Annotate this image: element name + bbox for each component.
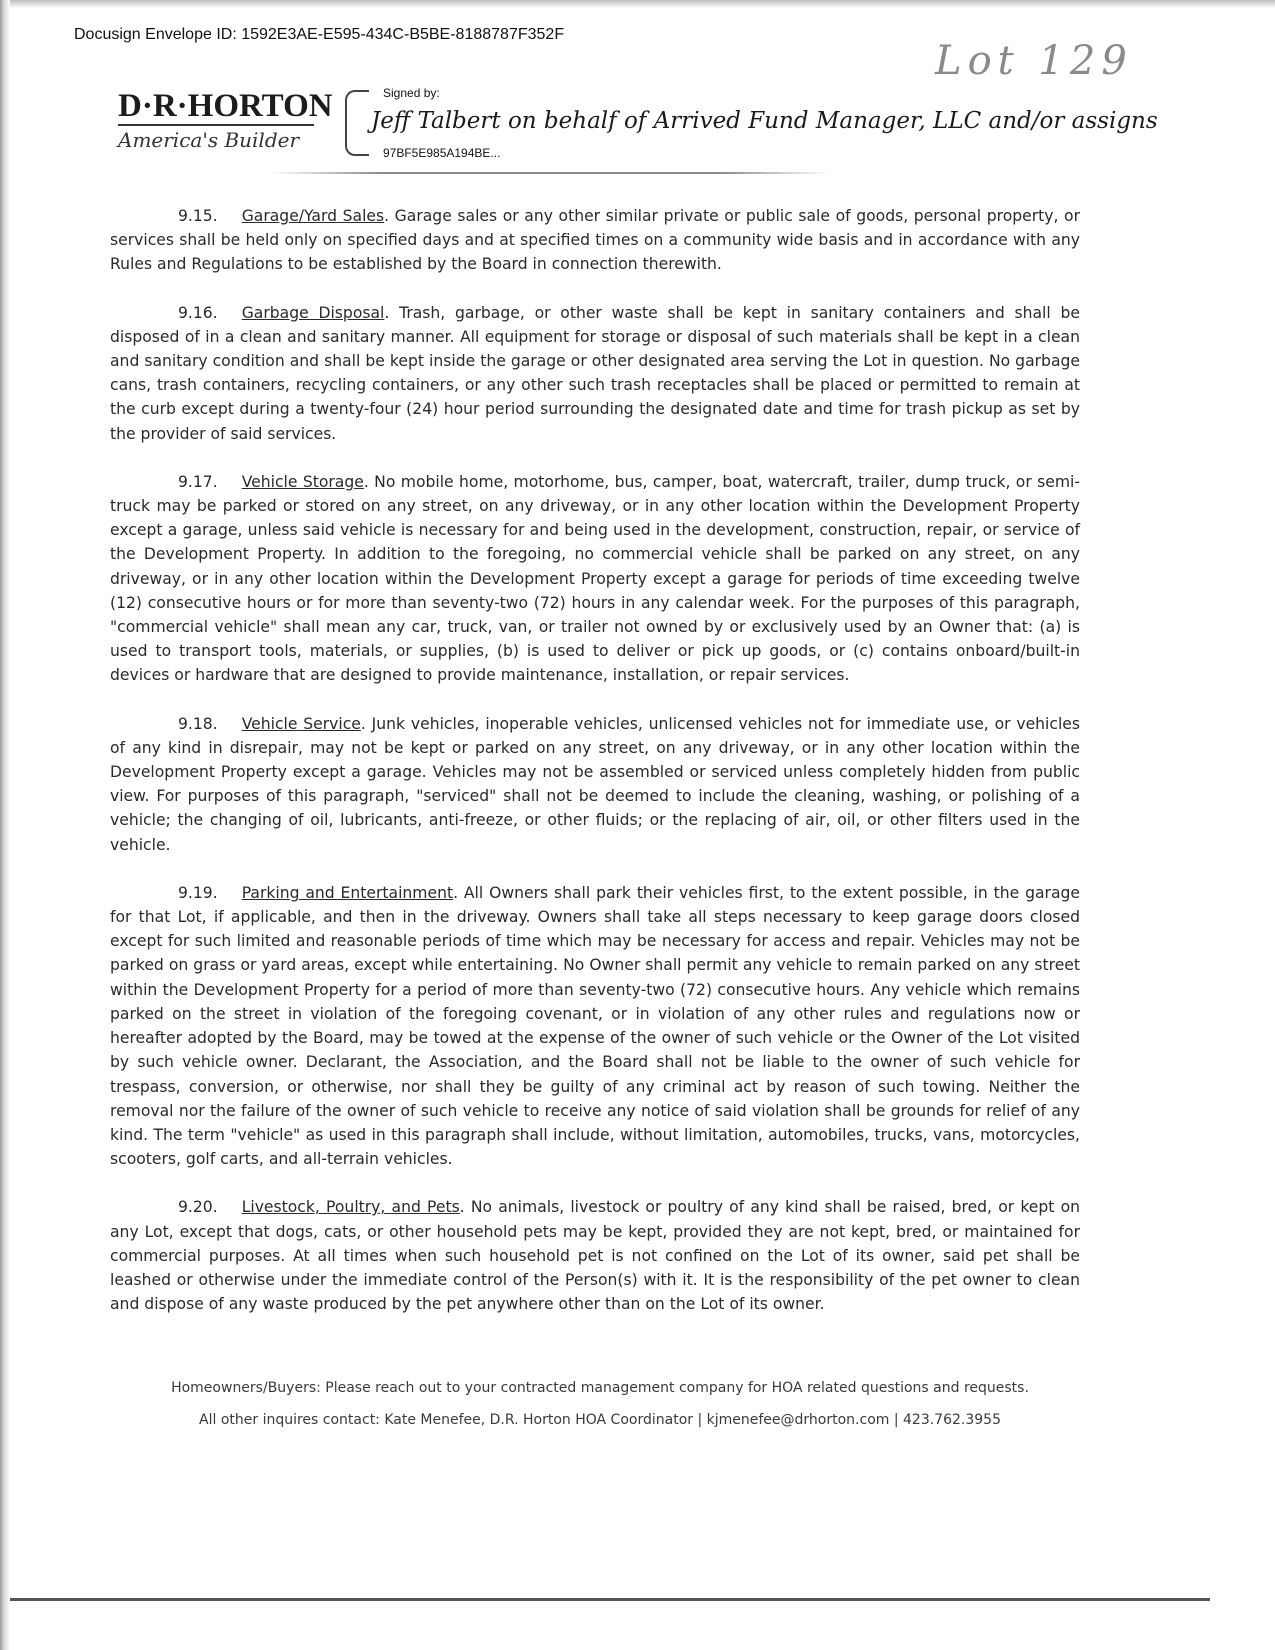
section-text: . No animals, livestock or poultry of any kind shall be raised, bred, or kept on any Lot, except that dogs, cats, or other household pets may be kept, provided they are not kept, bred, or maintained for commercial purposes. At all times when such household pet is not confined on the Lot of its owner, said pet shall be leashed or otherwise under the immediate control of the Person(s) with it. It is the responsibility of the pet owner to clean and dispose of any waste produced by the pet anywhere other than on the Lot of its owner. — [110, 1198, 1080, 1314]
section-text: . All Owners shall park their vehicles first, to the extent possible, in the garage for that Lot, if applicable, and then in the driveway. Owners shall take all steps necessary to keep garage doors closed except for such limited and reasonable periods of time which may be necessary for access and repair. Vehicles may not be parked on grass or yard areas, except while entertaining. No Owner shall permit any vehicle to remain parked on any street within the Development Property for a period of more than seventy-two (72) consecutive hours. Any vehicle which remains parked on the street in violation of the foregoing covenant, or in violation of any other rules and regulations now or hereafter adopted by the Board, may be towed at the expense of the owner of such vehicle or the Owner of the Lot visited by such vehicle owner. Declarant, the Association, and the Board shall not be liable to the owner of such vehicle for trespass, conversion, or otherwise, nor shall they be guilty of any criminal act by reason of such towing. Neither the removal nor the failure of the owner of such vehicle to receive any notice of said violation shall be grounds for relief of any kind. The term "vehicle" as used in this paragraph shall include, without limitation, automobiles, trucks, vans, motorcycles, scooters, golf carts, and all-terrain vehicles. — [110, 883, 1080, 1169]
section-title: Livestock, Poultry, and Pets — [241, 1198, 460, 1217]
envelope-id: Docusign Envelope ID: 1592E3AE-E595-434C-B5BE-8188787F352F — [74, 26, 565, 43]
logo-tagline: America's Builder — [118, 128, 300, 152]
document-body — [110, 204, 1080, 1340]
section-number: 9.15. — [178, 207, 218, 225]
section-number: 9.19. — [178, 883, 218, 902]
logo-name: D·R·HORTON — [118, 88, 333, 124]
section-text: . Trash, garbage, or other waste shall be kept in sanitary containers and shall be disposed of in a clean and sanitary manner. All equipment for storage or disposal of such materials shall be kept in a clean and sanitary condition and shall be kept inside the garage or other designated area serving the Lot in question. No garbage cans, trash containers, recycling containers, or any other such trash receptacles shall be placed or permitted to remain at the curb except during a twenty-four (24) hour period surrounding the designated date and time for trash pickup as set by the provider of said services. — [110, 303, 1080, 443]
section-title: Garage/Yard Sales — [241, 207, 385, 225]
section-number: 9.17. — [178, 472, 218, 491]
signature-label: Signed by: — [383, 86, 440, 100]
section-title: Parking and Entertainment — [241, 883, 454, 902]
scan-edge-left — [0, 0, 10, 1650]
section-9-18 — [110, 712, 1080, 857]
section-9-15 — [110, 204, 1080, 277]
section-title: Vehicle Service — [241, 714, 361, 733]
scan-edge-bottom — [10, 1598, 1210, 1601]
signature-block — [345, 86, 1158, 160]
section-9-16 — [110, 301, 1080, 446]
section-title: Garbage Disposal — [241, 303, 385, 322]
signature-text: Jeff Talbert on behalf of Arrived Fund Manager, LLC and/or assigns — [371, 108, 1158, 134]
section-9-17 — [110, 470, 1080, 688]
section-text: . Garage sales or any other similar private or public sale of goods, personal property, or services shall be held only on specified days and at specified times on a community wide basis and in accordance with any Rules and Regulations to be established by the Board in connection therewith. — [110, 207, 1080, 274]
header-divider — [270, 172, 830, 174]
company-logo — [118, 88, 333, 152]
footer-homeowners-note: Homeowners/Buyers: Please reach out to your contracted management company for HOA related questions and requests. — [171, 1380, 1029, 1396]
section-number: 9.16. — [178, 303, 218, 322]
signature-code: 97BF5E985A194BE... — [383, 146, 501, 160]
section-text: . No mobile home, motorhome, bus, camper, boat, watercraft, trailer, dump truck, or semi-truck may be parked or stored on any street, on any driveway, or in any other location within the Development Property except a garage, unless said vehicle is necessary for and being used in the development, construction, repair, or service of the Development Property. In addition to the foregoing, no commercial vehicle shall be parked on any street, on any driveway, or in any other location within the Development Property except a garage for periods of time exceeding twelve (12) consecutive hours or for more than seventy-two (72) hours in any calendar week. For the purposes of this paragraph, "commercial vehicle" shall mean any car, truck, van, or trailer not owned by or exclusively used by an Owner that: (a) is used to transport tools, materials, or supplies, (b) is used to deliver or pick up goods, or (c) contains onboard/built-in devices or hardware that are designed to provide maintenance, installation, or repair services. — [110, 472, 1080, 685]
section-number: 9.20. — [178, 1198, 218, 1217]
section-9-20 — [110, 1195, 1080, 1316]
signature-bracket — [345, 90, 369, 156]
logo-rule — [118, 124, 314, 126]
handwritten-lot-note: Lot 129 — [935, 38, 1133, 84]
section-title: Vehicle Storage — [241, 472, 364, 491]
section-9-19 — [110, 881, 1080, 1171]
footer-contact: All other inquires contact: Kate Menefee, D.R. Horton HOA Coordinator | kjmenefee@drhorton.com | 423.762.3955 — [199, 1412, 1001, 1428]
section-number: 9.18. — [178, 714, 218, 733]
section-text: . Junk vehicles, inoperable vehicles, unlicensed vehicles not for immediate use, or vehicles of any kind in disrepair, may not be kept or parked on any street, on any driveway, or in any other location within the Development Property except a garage. Vehicles may not be assembled or serviced unless completely hidden from public view. For purposes of this paragraph, "serviced" shall not be deemed to include the cleaning, washing, or polishing of a vehicle; the changing of oil, lubricants, anti-freeze, or other fluids; or the replacing of air, oil, or other filters used in the vehicle. — [110, 714, 1080, 854]
scan-edge-top — [0, 0, 1275, 8]
